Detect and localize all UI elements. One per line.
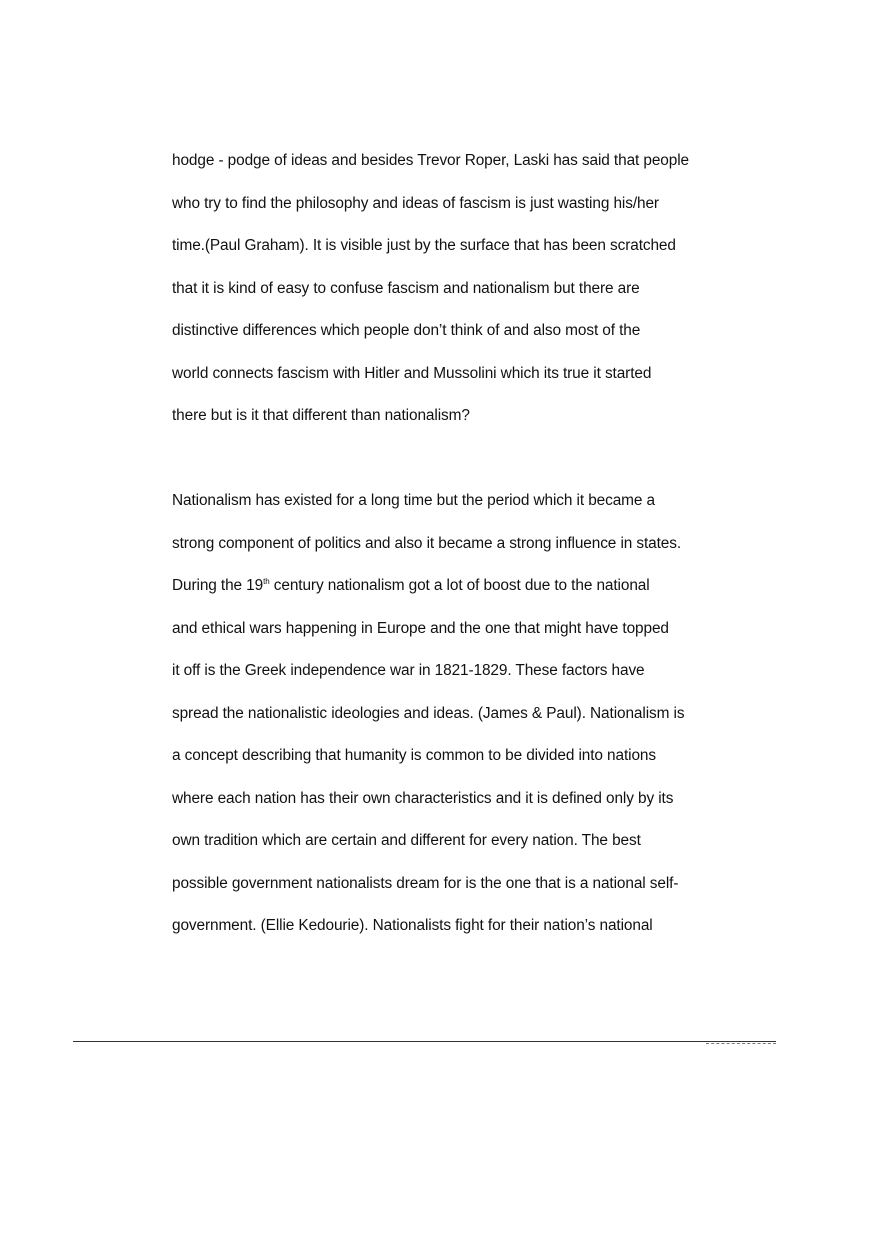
text-line: strong component of politics and also it became a strong influence in states.: [172, 534, 682, 552]
text-segment: During the 19: [172, 577, 264, 594]
paragraph-1: [172, 140, 732, 438]
text-line: there but is it that different than nationalism?: [172, 407, 470, 424]
text-line: it off is the Greek independence war in 1821-1829. These factors have: [172, 662, 645, 679]
text-line: Nationalism has existed for a long time but the period which it became a: [172, 492, 655, 509]
text-line: who try to find the philosophy and ideas of fascism is just wasting his/her: [172, 194, 659, 212]
text-line: spread the nationalistic ideologies and ideas. (James & Paul). Nationalism is: [172, 704, 685, 722]
paragraph-2: [172, 480, 732, 948]
text-line: government. (Ellie Kedourie). Nationalists fight for their nation’s national: [172, 917, 653, 934]
text-line: hodge - podge of ideas and besides Trevor Roper, Laski has said that people: [172, 152, 689, 169]
ordinal-superscript: th: [263, 577, 270, 586]
text-line: a concept describing that humanity is common to be divided into nations: [172, 747, 656, 764]
footnote-separator: [73, 1041, 776, 1042]
text-line: where each nation has their own characteristics and it is defined only by its: [172, 789, 674, 807]
text-line: possible government nationalists dream for is the one that is a national self-: [172, 874, 679, 892]
text-line: time.(Paul Graham). It is visible just by the surface that has been scratched: [172, 237, 676, 254]
text-line: own tradition which are certain and different for every nation. The best: [172, 832, 641, 849]
text-line: world connects fascism with Hitler and Mussolini which its true it started: [172, 364, 652, 382]
text-line: distinctive differences which people don’t think of and also most of the: [172, 322, 641, 339]
text-line-with-superscript: [172, 565, 732, 608]
text-line: that it is kind of easy to confuse fascism and nationalism but there are: [172, 279, 640, 297]
footnote-separator-tail: [706, 1043, 776, 1044]
text-line: and ethical wars happening in Europe and the one that might have topped: [172, 619, 669, 637]
text-segment: century nationalism got a lot of boost due to the national: [269, 577, 650, 594]
